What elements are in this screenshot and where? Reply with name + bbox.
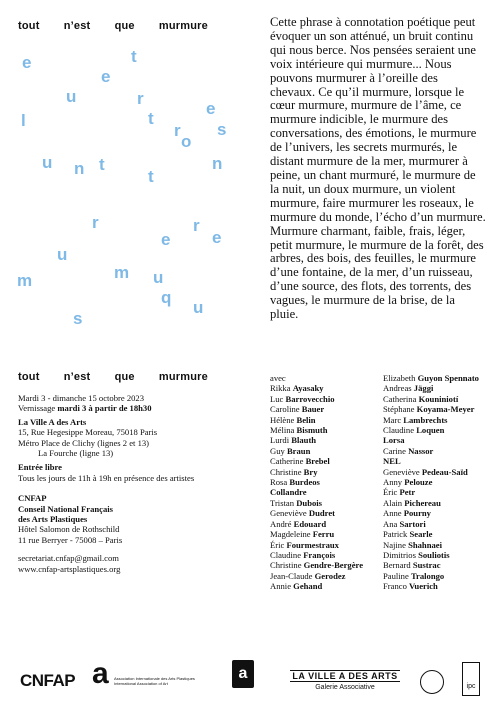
artists-column-2 bbox=[383, 373, 479, 592]
entry: Entrée libre bbox=[18, 462, 62, 473]
artist-name: Geneviève Dudret bbox=[270, 508, 335, 519]
artist-name: Geneviève Pedeau-Saïd bbox=[383, 466, 468, 477]
artist-name: Christine Gendre-Bergère bbox=[270, 560, 364, 571]
letter: m bbox=[114, 263, 130, 282]
artist-name: Mélina Bismuth bbox=[270, 425, 328, 436]
title-word: tout bbox=[18, 20, 40, 32]
letter: t bbox=[131, 47, 137, 66]
scattered-letters bbox=[0, 0, 260, 340]
letter: m bbox=[17, 271, 33, 290]
artist-name: Claudine Loquen bbox=[383, 425, 445, 436]
title-word: n’est bbox=[63, 20, 91, 32]
artist-name: Franco Vuerich bbox=[383, 581, 438, 592]
title-word: murmure bbox=[158, 371, 208, 383]
artist-name: Anny Pelouze bbox=[383, 477, 433, 488]
artist-name: Éric Petr bbox=[383, 487, 416, 498]
title-word: n’est bbox=[63, 371, 91, 383]
title-word: murmure bbox=[158, 20, 208, 32]
artist-name: Catherine Brebel bbox=[270, 456, 330, 467]
metro-line-2: La Fourche (ligne 13) bbox=[38, 448, 114, 459]
letter: u bbox=[153, 268, 164, 287]
artists-intro: avec bbox=[270, 373, 286, 383]
artist-name: Andreas Jäggi bbox=[383, 383, 434, 394]
cnfap-logo: CNFAP bbox=[20, 671, 76, 690]
artist-name: Annie Gehand bbox=[270, 581, 323, 592]
artist-name: André Edouard bbox=[270, 518, 327, 529]
artist-name: Alain Pichereau bbox=[383, 497, 441, 508]
artist-name: Tristan Dubois bbox=[270, 497, 322, 508]
opening-hours: Tous les jours de 11h à 19h en présence des artistes bbox=[18, 472, 195, 483]
title-word: tout bbox=[18, 371, 40, 383]
artist-name: Christine Bry bbox=[270, 466, 318, 477]
letter: e bbox=[22, 53, 32, 72]
artist-name: Stéphane Koyama-Meyer bbox=[383, 404, 475, 415]
letter: s bbox=[217, 120, 227, 139]
ipc-logo: ipc bbox=[462, 662, 480, 696]
org-address-2: 11 rue Berryer - 75008 – Paris bbox=[18, 534, 123, 545]
letter: r bbox=[174, 121, 181, 140]
artist-name: Rikka Ayasaky bbox=[270, 383, 324, 394]
letter: r bbox=[193, 216, 200, 235]
org-short: CNFAP bbox=[18, 493, 47, 504]
letter: s bbox=[73, 309, 83, 328]
org-address-1: Hôtel Salomon de Rothschild bbox=[18, 524, 120, 535]
vernissage: Vernissage mardi 3 à partir de 18h30 bbox=[18, 403, 152, 414]
letter: r bbox=[137, 89, 144, 108]
artist-name: Claudine François bbox=[270, 549, 336, 560]
email-link[interactable]: secretariat.cnfap@gmail.com bbox=[18, 553, 119, 564]
title-word: que bbox=[114, 371, 135, 383]
letter: u bbox=[57, 245, 68, 264]
artist-name: Ana Sartori bbox=[383, 518, 426, 529]
letter: u bbox=[42, 153, 53, 172]
artist-name: Lorsa bbox=[383, 435, 405, 446]
artist-name: Najine Shahnaei bbox=[383, 539, 442, 550]
title-bottom bbox=[18, 371, 208, 383]
org-name-1: Conseil National Français bbox=[18, 503, 114, 514]
event-info bbox=[18, 393, 258, 574]
letter: r bbox=[92, 213, 99, 232]
letter: n bbox=[74, 159, 85, 178]
logos-bar bbox=[0, 657, 500, 700]
artist-name: Marc Lambrechts bbox=[383, 414, 448, 425]
venue-name: La Ville A des Arts bbox=[18, 416, 87, 427]
artist-name: Bernard Sustrac bbox=[383, 560, 441, 571]
villeart-logo: LA VILLE A DES ARTS Galerie Associative bbox=[290, 670, 400, 691]
artist-name: Hélène Belin bbox=[270, 414, 316, 425]
artist-name: Anne Pourny bbox=[383, 508, 431, 519]
artist-name: Patrick Searle bbox=[383, 529, 433, 540]
circle-seal-logo bbox=[420, 670, 444, 694]
artist-name: Catherina Kouniniotí bbox=[383, 393, 459, 404]
letter: u bbox=[66, 87, 77, 106]
artist-name: Magdeleine Ferru bbox=[270, 529, 335, 540]
metro-line-1: Métro Place de Clichy (lignes 2 et 13) bbox=[18, 437, 150, 448]
artist-name: Lurdi Blauth bbox=[270, 435, 317, 446]
event-dates: Mardi 3 - dimanche 15 octobre 2023 bbox=[18, 393, 145, 403]
venue-address: 15, Rue Hegesippe Moreau, 75018 Paris bbox=[18, 427, 158, 438]
letter: n bbox=[212, 154, 223, 173]
artist-name: Carine Nassor bbox=[383, 445, 434, 456]
letter: o bbox=[181, 132, 192, 151]
agora-a-icon: a bbox=[238, 665, 248, 682]
artist-name: Rosa Burdeos bbox=[270, 477, 320, 488]
letter: t bbox=[99, 155, 105, 174]
letter: t bbox=[148, 167, 154, 186]
letter: t bbox=[148, 109, 154, 128]
artist-name: Elizabeth Guyon Spennato bbox=[383, 373, 479, 383]
letter: e bbox=[206, 99, 216, 118]
agora-logo bbox=[232, 660, 254, 688]
artist-name: Pauline Tralongo bbox=[383, 570, 445, 581]
website-link[interactable]: www.cnfap-artsplastiques.org bbox=[18, 563, 121, 574]
artists-column-1 bbox=[270, 373, 363, 592]
poetic-paragraph: Cette phrase à connotation poétique peut évoquer un son atténué, un bruit continu qui nous berce. Nos pensées seraient une voix intérieure qui murmure... Nous pouvons murmurer à l’oreille des chevaux. Ce qu’il murmure, lorsque le cœur murmure, murmure de l’âme, ce murmure indicible, le murmure des conversations, des émotions, le murmure de l’univers, les secrets murmurés, le distant murmure de la mer, murmurer à peine, un chant murmuré, le murmure de la nuit, un doux murmure, un violent murmure, faire murmurer les roseaux, le murmure du monde, l’écho d’un murmure. Murmure charmant, faible, frais, léger, petit murmure, le murmure de la forêt, des arbres, des bois, des feuilles, le murmure d’une fontaine, de la mer, d’un ruisseau, d’une source, des flots, des torrents, des vagues, le murmure de la brise, de la pluie. bbox=[270, 15, 486, 322]
org-name-2: des Arts Plastiques bbox=[18, 514, 88, 525]
artist-name: Collandre bbox=[270, 487, 307, 498]
letter: e bbox=[101, 67, 111, 86]
letter: q bbox=[161, 288, 172, 307]
artist-name: NEL bbox=[383, 456, 401, 467]
title-word: que bbox=[114, 20, 135, 32]
letter: e bbox=[161, 230, 171, 249]
artist-name: Jean-Claude Gerodez bbox=[270, 570, 346, 581]
artist-name: Caroline Bauer bbox=[270, 404, 325, 415]
aiap-logo: a Association Internationale des Arts Plastiques International Association of Art bbox=[92, 660, 202, 688]
letter: l bbox=[21, 111, 26, 130]
letter: u bbox=[193, 298, 204, 317]
artist-name: Luc Barrovecchio bbox=[270, 393, 335, 404]
artist-name: Éric Fourmestraux bbox=[270, 539, 339, 550]
artist-name: Dimitrios Souliotis bbox=[383, 549, 450, 560]
aiap-a-icon: a bbox=[92, 657, 109, 690]
letter: e bbox=[212, 228, 222, 247]
artist-name: Guy Braun bbox=[270, 445, 311, 456]
